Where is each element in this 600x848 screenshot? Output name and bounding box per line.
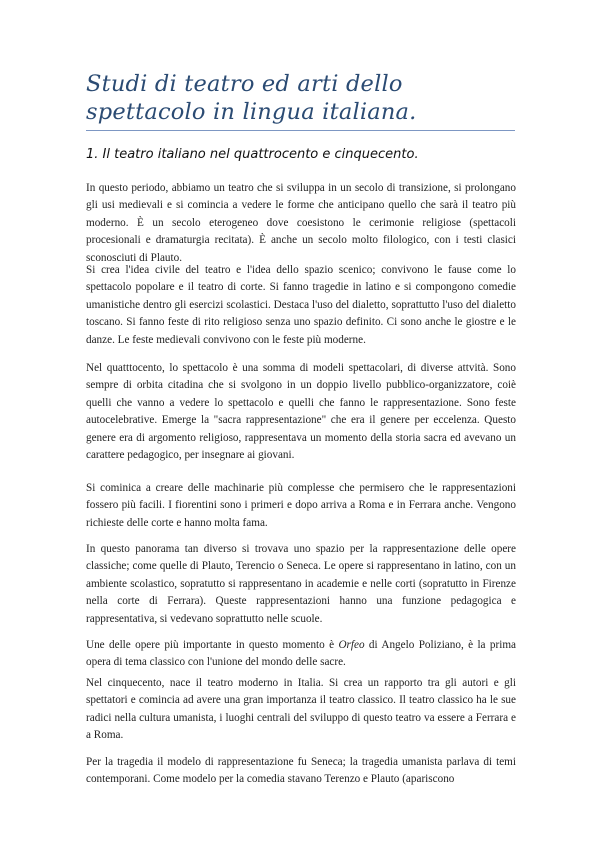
orfeo-title: Orfeo	[338, 639, 365, 651]
paragraph-1: In questo periodo, abbiamo un teatro che si sviluppa in un secolo di transizione, si prolongano gli usi medievali e si comincia a vedere le forme che anticipano quello che sarà il teatro più moderno. È un secolo eterogeneo dove coesistono le cerimonie religiose (spettacoli procesionali e dramaturgia recitata). È anche un secolo molto filologico, con i testi clasici sconosciuti di Plauto.	[86, 182, 516, 264]
paragraph-7: Nel cinquecento, nace il teatro moderno in Italia. Si crea un rapporto tra gli autori e gli spettatori e comincia ad avere una gran importanza il teatro classico. Il teatro classico ha le sue radici nella cultura umanista, i luoghi centrali del sviluppo di questo teatro va essere a Ferrara e a Roma.	[86, 677, 516, 742]
paragraph-5: In questo panorama tan diverso si trovava uno spazio per la rappresentazione delle opere classiche; come quelle di Plauto, Terencio o Seneca. Le opere si rappresentano in latino, con un ambiente scolastico, sopratutto si rappresentano in academie e nelle corti (sopratutto in Firenze nella corte di Ferrara). Queste rappresentazioni hanno una funzione pedagogica e rappresentativa, si vedevano soprattutto nelle scuole.	[86, 543, 516, 625]
title-divider	[86, 130, 515, 131]
paragraph-8: Per la tragedia il modelo di rappresentazione fu Seneca; la tragedia umanista parlava di temi contemporani. Come modelo per la comedia stavano Terenzo e Plauto (apariscono	[86, 756, 516, 786]
paragraph-6-before: Une delle opere più importante in questo momento è	[86, 639, 339, 651]
paragraph-6-after: di Angelo Poliziano, è la prima opera di tema classico con l'unione del mondo delle sacre.	[86, 639, 516, 669]
paragraph-3: Nel quatttocento, lo spettacolo è una somma di modeli spettacolari, di diverse attvità. Sono sempre di orbita citadina che si svolgono in un doppio livello pubblico-organizzatore, coiè quelli che vanno a vedere lo spettacolo e quelli che fanno le rappresentazione. Sono feste autocelebrative. Emerge la "sacra rappresentazione" che era il genere per eccelenza. Questo genere era di argomento religioso, rappresentava un momento della storia sacra ed avevano un carattere pedagogico, per insegnare ai giovani.	[86, 362, 516, 462]
section-heading: 1. Il teatro italiano nel quattrocento e cinquecento.	[86, 147, 419, 162]
document-title: Studi di teatro ed arti dello spettacolo in lingua italiana.	[86, 71, 417, 125]
paragraph-4: Si cominica a creare delle machinarie più complesse che permisero che le rappresentazioni fossero più facili. I fiorentini sono i primeri e dopo arriva a Roma e in Ferrara anche. Vengono richieste delle corte e hanno molta fama.	[86, 482, 516, 529]
paragraph-2: Si crea l'idea civile del teatro e l'idea dello spazio scenico; convivono le fause come lo spettacolo popolare e il teatro di corte. Si fanno tragedie in latino e si compongono comedie umanistiche dentro gli esercizi scolastici. Destaca l'uso del dialetto, soprattutto l'uso del dialetto toscano. Si fanno feste di rito religioso senza uno spazio definito. Ci sono anche le giostre e le danze. Le feste medievali convivono con le feste più moderne.	[86, 264, 516, 346]
paragraph-6	[86, 637, 516, 672]
